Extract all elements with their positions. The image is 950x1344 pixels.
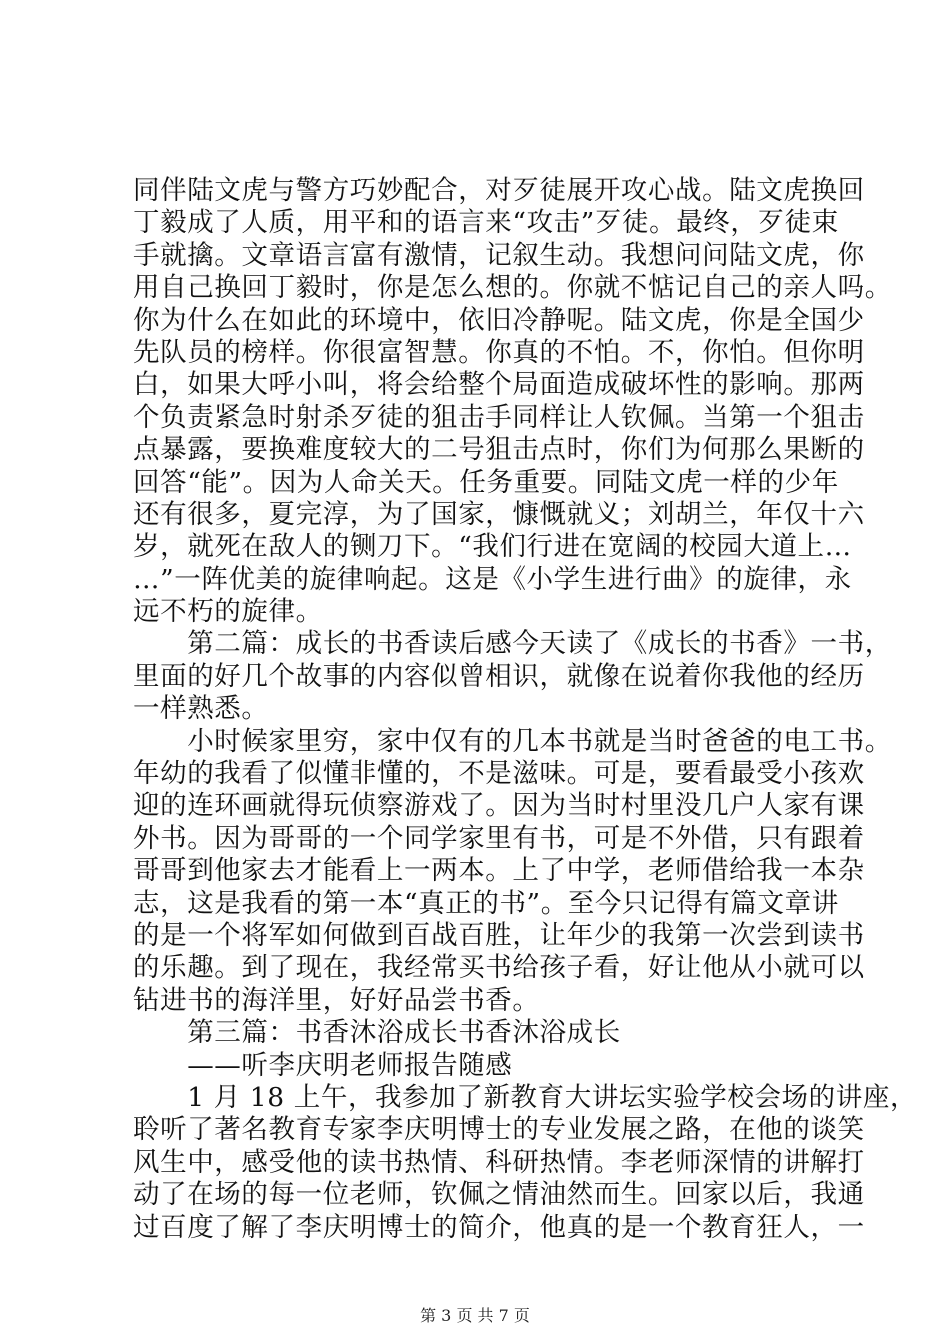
text-line: 第二篇：成长的书香读后感今天读了《成长的书香》一书， (133, 628, 892, 660)
text-line: 钻进书的海洋里，好好品尝书香。 (133, 984, 540, 1016)
text-line: 你为什么在如此的环境中，依旧冷静呢。陆文虎，你是全国少 (133, 304, 865, 336)
text-line: 聆听了著名教育专家李庆明博士的专业发展之路，在他的谈笑 (133, 1114, 865, 1146)
text-line: 丁毅成了人质，用平和的语言来“攻击”歹徒。最终，歹徒束 (133, 207, 839, 239)
text-line: 外书。因为哥哥的一个同学家里有书，可是不外借，只有跟着 (133, 822, 865, 854)
text-line: 1 月 18 上午，我参加了新教育大讲坛实验学校会场的讲座， (133, 1081, 918, 1113)
text-line: 点暴露，要换难度较大的二号狙击点时，你们为何那么果断的 (133, 434, 865, 466)
text-line: 一样熟悉。 (133, 693, 269, 725)
text-line: 哥哥到他家去才能看上一两本。上了中学，老师借给我一本杂 (133, 855, 865, 887)
text-line: 用自己换回丁毅时，你是怎么想的。你就不惦记自己的亲人吗。 (133, 272, 892, 304)
text-line: …”一阵优美的旋律响起。这是《小学生进行曲》的旋律，永 (133, 563, 852, 595)
text-line: 远不朽的旋律。 (133, 596, 323, 628)
text-line: 志，这是我看的第一本“真正的书”。至今只记得有篇文章讲 (133, 887, 839, 919)
text-line: 里面的好几个故事的内容似曾相识，就像在说着你我他的经历 (133, 660, 865, 692)
text-line: 动了在场的每一位老师，钦佩之情油然而生。回家以后，我通 (133, 1179, 865, 1211)
text-line: 个负责紧急时射杀歹徒的狙击手同样让人钦佩。当第一个狙击 (133, 401, 865, 433)
text-line: 过百度了解了李庆明博士的简介，他真的是一个教育狂人，一 (133, 1211, 865, 1243)
text-line: 的乐趣。到了现在，我经常买书给孩子看，好让他从小就可以 (133, 952, 865, 984)
text-line: ——听李庆明老师报告随感 (133, 1049, 513, 1081)
page-footer: 第 3 页 共 7 页 (420, 1306, 530, 1325)
text-line: 回答“能”。因为人命关天。任务重要。同陆文虎一样的少年 (133, 466, 839, 498)
text-line: 手就擒。文章语言富有激情，记叙生动。我想问问陆文虎，你 (133, 239, 865, 271)
text-line: 先队员的榜样。你很富智慧。你真的不怕。不，你怕。但你明 (133, 336, 865, 368)
text-line: 风生中，感受他的读书热情、科研热情。李老师深情的讲解打 (133, 1146, 865, 1178)
text-line: 迎的连环画就得玩侦察游戏了。因为当时村里没几户人家有课 (133, 790, 865, 822)
document-body (133, 175, 918, 1244)
text-line: 年幼的我看了似懂非懂的，不是滋味。可是，要看最受小孩欢 (133, 758, 865, 790)
text-line: 小时候家里穷，家中仅有的几本书就是当时爸爸的电工书。 (133, 725, 892, 757)
text-line: 白，如果大呼小叫，将会给整个局面造成破坏性的影响。那两 (133, 369, 865, 401)
text-line: 还有很多，夏完淳，为了国家，慷慨就义；刘胡兰，年仅十六 (133, 498, 865, 530)
text-line: 的是一个将军如何做到百战百胜，让年少的我第一次尝到读书 (133, 919, 865, 951)
text-line: 岁，就死在敌人的铡刀下。“我们行进在宽阔的校园大道上… (133, 531, 852, 563)
text-line: 同伴陆文虎与警方巧妙配合，对歹徒展开攻心战。陆文虎换回 (133, 175, 865, 206)
text-line: 第三篇：书香沐浴成长书香沐浴成长 (133, 1017, 621, 1049)
